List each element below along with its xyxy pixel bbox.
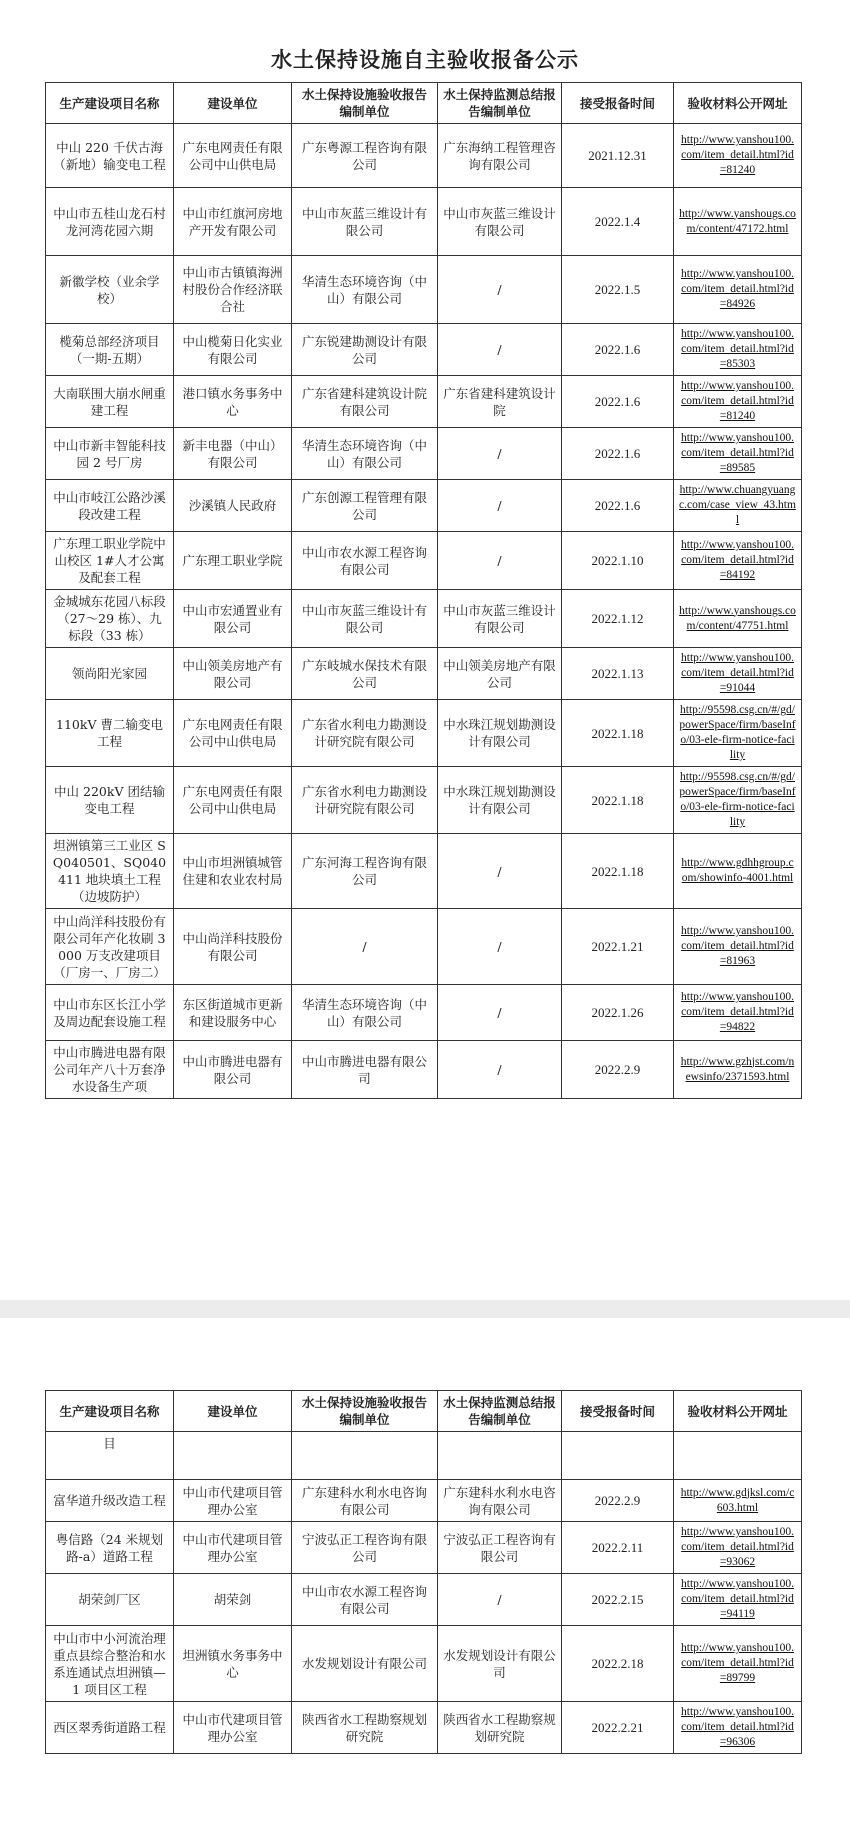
report-unit-cell: 广东建科水利水电咨询有限公司 bbox=[292, 1480, 438, 1522]
builder-cell: 中山市代建项目管理办公室 bbox=[174, 1702, 292, 1754]
table-row bbox=[46, 376, 802, 428]
monitor-unit-cell: 陕西省水工程勘察规划研究院 bbox=[438, 1702, 562, 1754]
project-name-cell: 中山市腾进电器有限公司年产八十万套净水设备生产项 bbox=[46, 1041, 174, 1099]
table-header-row bbox=[46, 83, 802, 124]
project-name-cell: 新徽学校（业余学校） bbox=[46, 256, 174, 324]
report-unit-cell: 华清生态环境咨询（中山）有限公司 bbox=[292, 428, 438, 480]
public-url-link[interactable]: http://95598.csg.cn/#/gd/powerSpace/firm/baseInfo/03-ele-firm-notice-facility bbox=[674, 700, 802, 767]
monitor-unit-cell: / bbox=[438, 1041, 562, 1099]
table-row bbox=[46, 124, 802, 188]
project-name-cell: 金城城东花园八标段（27～29 栋）、九标段（33 栋） bbox=[46, 590, 174, 648]
table-row bbox=[46, 1702, 802, 1754]
report-unit-cell: 广东创源工程管理有限公司 bbox=[292, 480, 438, 532]
project-name-cell: 坦洲镇第三工业区 SQ040501、SQ040411 地块填土工程（边坡防护） bbox=[46, 834, 174, 909]
table-row bbox=[46, 590, 802, 648]
monitor-unit-cell: 宁波弘正工程咨询有限公司 bbox=[438, 1522, 562, 1574]
builder-cell: 中山市代建项目管理办公室 bbox=[174, 1522, 292, 1574]
report-unit-cell: 宁波弘正工程咨询有限公司 bbox=[292, 1522, 438, 1574]
public-url-link[interactable]: http://95598.csg.cn/#/gd/powerSpace/firm/baseInfo/03-ele-firm-notice-facility bbox=[674, 767, 802, 834]
filing-date-cell: 2022.1.6 bbox=[562, 324, 674, 376]
header-filing-date: 接受报备时间 bbox=[562, 83, 674, 124]
header-builder: 建设单位 bbox=[174, 83, 292, 124]
table-row bbox=[46, 1041, 802, 1099]
table-row bbox=[46, 188, 802, 256]
builder-cell: 广东理工职业学院 bbox=[174, 532, 292, 590]
builder-cell: 广东电网责任有限公司中山供电局 bbox=[174, 700, 292, 767]
builder-cell: 中山榄菊日化实业有限公司 bbox=[174, 324, 292, 376]
table-row bbox=[46, 324, 802, 376]
monitor-unit-cell: / bbox=[438, 985, 562, 1041]
report-unit-cell: 广东省水利电力勘测设计研究院有限公司 bbox=[292, 767, 438, 834]
project-name-cell: 目 bbox=[46, 1432, 174, 1480]
project-name-cell: 广东理工职业学院中山校区 1#人才公寓及配套工程 bbox=[46, 532, 174, 590]
table-row bbox=[46, 1432, 802, 1480]
project-name-cell: 中山尚洋科技股份有限公司年产化妆刷 3000 万支改建项目（厂房一、厂房二） bbox=[46, 909, 174, 985]
table-row bbox=[46, 1574, 802, 1626]
report-unit-cell: / bbox=[292, 909, 438, 985]
filing-date-cell: 2022.2.9 bbox=[562, 1041, 674, 1099]
builder-cell: 中山市红旗河房地产开发有限公司 bbox=[174, 188, 292, 256]
table-row bbox=[46, 648, 802, 700]
monitor-unit-cell: 广东省建科建筑设计院 bbox=[438, 376, 562, 428]
public-url-link[interactable]: http://www.yanshou100.com/item_detail.html?id=85303 bbox=[674, 324, 802, 376]
public-url-link[interactable]: http://www.yanshou100.com/item_detail.html?id=89585 bbox=[674, 428, 802, 480]
report-unit-cell: 广东省建科建筑设计院有限公司 bbox=[292, 376, 438, 428]
report-unit-cell: 广东岐城水保技术有限公司 bbox=[292, 648, 438, 700]
project-name-cell: 胡荣剑厂区 bbox=[46, 1574, 174, 1626]
header-report-unit: 水土保持设施验收报告编制单位 bbox=[292, 1391, 438, 1432]
filing-date-cell: 2021.12.31 bbox=[562, 124, 674, 188]
filing-date-cell bbox=[562, 1432, 674, 1480]
public-url-link[interactable]: http://www.yanshou100.com/item_detail.html?id=81240 bbox=[674, 376, 802, 428]
monitor-unit-cell: 中山市灰蓝三维设计有限公司 bbox=[438, 590, 562, 648]
monitor-unit-cell: 中山领美房地产有限公司 bbox=[438, 648, 562, 700]
project-name-cell: 中山 220 千伏古海（新地）输变电工程 bbox=[46, 124, 174, 188]
filing-date-cell: 2022.2.9 bbox=[562, 1480, 674, 1522]
table-row bbox=[46, 1480, 802, 1522]
monitor-unit-cell: / bbox=[438, 480, 562, 532]
public-url-link[interactable]: http://www.yanshougs.com/content/47751.html bbox=[674, 590, 802, 648]
builder-cell: 新丰电器（中山）有限公司 bbox=[174, 428, 292, 480]
filing-date-cell: 2022.1.12 bbox=[562, 590, 674, 648]
report-unit-cell: 广东粤源工程咨询有限公司 bbox=[292, 124, 438, 188]
table-row bbox=[46, 700, 802, 767]
project-name-cell: 中山 220kV 团结输变电工程 bbox=[46, 767, 174, 834]
project-name-cell: 大南联围大崩水闸重建工程 bbox=[46, 376, 174, 428]
filing-date-cell: 2022.1.10 bbox=[562, 532, 674, 590]
report-unit-cell: 水发规划设计有限公司 bbox=[292, 1626, 438, 1702]
filing-date-cell: 2022.1.6 bbox=[562, 428, 674, 480]
monitor-unit-cell: 中水珠江规划勘测设计有限公司 bbox=[438, 700, 562, 767]
builder-cell bbox=[174, 1432, 292, 1480]
builder-cell: 中山市腾进电器有限公司 bbox=[174, 1041, 292, 1099]
filing-date-cell: 2022.2.18 bbox=[562, 1626, 674, 1702]
public-url-link[interactable]: http://www.gzhjst.com/newsinfo/2371593.html bbox=[674, 1041, 802, 1099]
monitor-unit-cell: / bbox=[438, 256, 562, 324]
public-url-link[interactable]: http://www.gdhhgroup.com/showinfo-4001.html bbox=[674, 834, 802, 909]
header-report-unit: 水土保持设施验收报告编制单位 bbox=[292, 83, 438, 124]
monitor-unit-cell bbox=[438, 1432, 562, 1480]
report-unit-cell: 华清生态环境咨询（中山）有限公司 bbox=[292, 256, 438, 324]
monitor-unit-cell: / bbox=[438, 324, 562, 376]
builder-cell: 胡荣剑 bbox=[174, 1574, 292, 1626]
monitor-unit-cell: / bbox=[438, 909, 562, 985]
filing-date-cell: 2022.2.21 bbox=[562, 1702, 674, 1754]
filing-date-cell: 2022.1.18 bbox=[562, 834, 674, 909]
builder-cell: 中山尚洋科技股份有限公司 bbox=[174, 909, 292, 985]
monitor-unit-cell: 广东建科水利水电咨询有限公司 bbox=[438, 1480, 562, 1522]
builder-cell: 广东电网责任有限公司中山供电局 bbox=[174, 767, 292, 834]
monitor-unit-cell: 广东海纳工程管理咨询有限公司 bbox=[438, 124, 562, 188]
table-row bbox=[46, 532, 802, 590]
monitor-unit-cell: / bbox=[438, 834, 562, 909]
document-page-2 bbox=[0, 1318, 850, 1836]
project-name-cell: 110kV 曹二输变电工程 bbox=[46, 700, 174, 767]
report-unit-cell: 中山市腾进电器有限公司 bbox=[292, 1041, 438, 1099]
report-unit-cell: 中山市农水源工程咨询有限公司 bbox=[292, 1574, 438, 1626]
builder-cell: 中山领美房地产有限公司 bbox=[174, 648, 292, 700]
filing-date-cell: 2022.1.5 bbox=[562, 256, 674, 324]
filing-date-cell: 2022.1.6 bbox=[562, 480, 674, 532]
filing-date-cell: 2022.1.18 bbox=[562, 767, 674, 834]
monitor-unit-cell: / bbox=[438, 1574, 562, 1626]
project-name-cell: 富华道升级改造工程 bbox=[46, 1480, 174, 1522]
builder-cell: 港口镇水务事务中心 bbox=[174, 376, 292, 428]
builder-cell: 广东电网责任有限公司中山供电局 bbox=[174, 124, 292, 188]
report-unit-cell: 陕西省水工程勘察规划研究院 bbox=[292, 1702, 438, 1754]
project-name-cell: 粤信路（24 米规划路-a）道路工程 bbox=[46, 1522, 174, 1574]
public-url-link[interactable]: http://www.yanshou100.com/item_detail.html?id=89799 bbox=[674, 1626, 802, 1702]
public-url-link[interactable]: http://www.yanshou100.com/item_detail.html?id=93062 bbox=[674, 1522, 802, 1574]
table-row bbox=[46, 428, 802, 480]
page-separator bbox=[0, 1300, 850, 1318]
header-builder: 建设单位 bbox=[174, 1391, 292, 1432]
table-header-row bbox=[46, 1391, 802, 1432]
project-name-cell: 中山市中小河流治理重点县综合整治和水系连通试点坦洲镇—1 项目区工程 bbox=[46, 1626, 174, 1702]
table-body-page-1 bbox=[46, 124, 802, 1099]
header-monitor-unit: 水土保持监测总结报告编制单位 bbox=[438, 83, 562, 124]
filing-table-page-2 bbox=[45, 1390, 802, 1754]
filing-date-cell: 2022.1.21 bbox=[562, 909, 674, 985]
table-row bbox=[46, 909, 802, 985]
public-url-link[interactable]: http://www.yanshou100.com/item_detail.html?id=84192 bbox=[674, 532, 802, 590]
filing-date-cell: 2022.1.18 bbox=[562, 700, 674, 767]
builder-cell: 坦洲镇水务事务中心 bbox=[174, 1626, 292, 1702]
table-body-page-2 bbox=[46, 1432, 802, 1754]
builder-cell: 东区街道城市更新和建设服务中心 bbox=[174, 985, 292, 1041]
filing-date-cell: 2022.2.11 bbox=[562, 1522, 674, 1574]
monitor-unit-cell: 中水珠江规划勘测设计有限公司 bbox=[438, 767, 562, 834]
builder-cell: 沙溪镇人民政府 bbox=[174, 480, 292, 532]
header-project-name: 生产建设项目名称 bbox=[46, 83, 174, 124]
table-row bbox=[46, 985, 802, 1041]
header-public-url: 验收材料公开网址 bbox=[674, 83, 802, 124]
public-url-link[interactable]: http://www.yanshou100.com/item_detail.html?id=96306 bbox=[674, 1702, 802, 1754]
monitor-unit-cell: / bbox=[438, 428, 562, 480]
public-url-link[interactable]: http://www.yanshou100.com/item_detail.html?id=94119 bbox=[674, 1574, 802, 1626]
header-filing-date: 接受报备时间 bbox=[562, 1391, 674, 1432]
builder-cell: 中山市古镇镇海洲村股份合作经济联合社 bbox=[174, 256, 292, 324]
public-url-link[interactable]: http://www.yanshou100.com/item_detail.html?id=94822 bbox=[674, 985, 802, 1041]
table-row bbox=[46, 1626, 802, 1702]
filing-table-page-1 bbox=[45, 82, 802, 1099]
public-url-link[interactable]: http://www.yanshou100.com/item_detail.html?id=84926 bbox=[674, 256, 802, 324]
header-project-name: 生产建设项目名称 bbox=[46, 1391, 174, 1432]
project-name-cell: 中山市岐江公路沙溪段改建工程 bbox=[46, 480, 174, 532]
report-unit-cell: 中山市灰蓝三维设计有限公司 bbox=[292, 590, 438, 648]
builder-cell: 中山市宏通置业有限公司 bbox=[174, 590, 292, 648]
table-row bbox=[46, 834, 802, 909]
project-name-cell: 中山市东区长江小学及周边配套设施工程 bbox=[46, 985, 174, 1041]
builder-cell: 中山市代建项目管理办公室 bbox=[174, 1480, 292, 1522]
public-url-link[interactable]: http://www.yanshou100.com/item_detail.html?id=81240 bbox=[674, 124, 802, 188]
project-name-cell: 榄菊总部经济项目（一期-五期） bbox=[46, 324, 174, 376]
report-unit-cell: 中山市农水源工程咨询有限公司 bbox=[292, 532, 438, 590]
table-row bbox=[46, 767, 802, 834]
table-row bbox=[46, 256, 802, 324]
report-unit-cell: 华清生态环境咨询（中山）有限公司 bbox=[292, 985, 438, 1041]
public-url-link[interactable]: http://www.yanshou100.com/item_detail.html?id=81963 bbox=[674, 909, 802, 985]
filing-date-cell: 2022.1.6 bbox=[562, 376, 674, 428]
public-url-link bbox=[674, 1432, 802, 1480]
public-url-link[interactable]: http://www.yanshou100.com/item_detail.html?id=91044 bbox=[674, 648, 802, 700]
document-title: 水土保持设施自主验收报备公示 bbox=[271, 47, 579, 72]
filing-date-cell: 2022.1.4 bbox=[562, 188, 674, 256]
report-unit-cell: 广东省水利电力勘测设计研究院有限公司 bbox=[292, 700, 438, 767]
table-row bbox=[46, 1522, 802, 1574]
monitor-unit-cell: 水发规划设计有限公司 bbox=[438, 1626, 562, 1702]
report-unit-cell bbox=[292, 1432, 438, 1480]
report-unit-cell: 中山市灰蓝三维设计有限公司 bbox=[292, 188, 438, 256]
project-name-cell: 中山市新丰智能科技园 2 号厂房 bbox=[46, 428, 174, 480]
public-url-link[interactable]: http://www.yanshougs.com/content/47172.html bbox=[674, 188, 802, 256]
monitor-unit-cell: / bbox=[438, 532, 562, 590]
public-url-link[interactable]: http://www.chuangyuangc.com/case_view_43.html bbox=[674, 480, 802, 532]
filing-date-cell: 2022.2.15 bbox=[562, 1574, 674, 1626]
project-name-cell: 西区翠秀街道路工程 bbox=[46, 1702, 174, 1754]
project-name-cell: 中山市五桂山龙石村龙河湾花园六期 bbox=[46, 188, 174, 256]
header-public-url: 验收材料公开网址 bbox=[674, 1391, 802, 1432]
project-name-cell: 领尚阳光家园 bbox=[46, 648, 174, 700]
filing-date-cell: 2022.1.13 bbox=[562, 648, 674, 700]
monitor-unit-cell: 中山市灰蓝三维设计有限公司 bbox=[438, 188, 562, 256]
public-url-link[interactable]: http://www.gdjksl.com/c603.html bbox=[674, 1480, 802, 1522]
report-unit-cell: 广东河海工程咨询有限公司 bbox=[292, 834, 438, 909]
report-unit-cell: 广东锐建勘测设计有限公司 bbox=[292, 324, 438, 376]
table-row bbox=[46, 480, 802, 532]
builder-cell: 中山市坦洲镇城管住建和农业农村局 bbox=[174, 834, 292, 909]
header-monitor-unit: 水土保持监测总结报告编制单位 bbox=[438, 1391, 562, 1432]
filing-date-cell: 2022.1.26 bbox=[562, 985, 674, 1041]
